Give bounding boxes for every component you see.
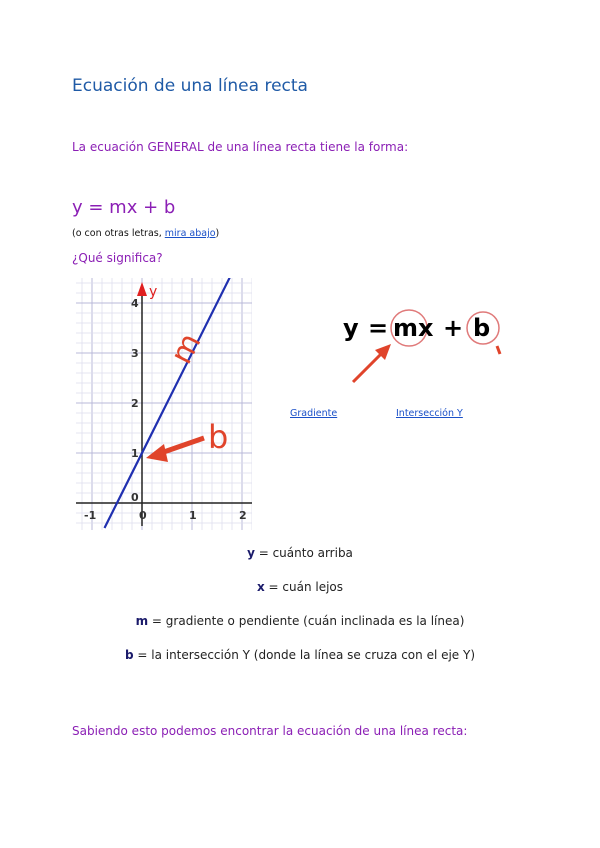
definition-text: = cuánto arriba — [254, 546, 353, 560]
y-tick-label: 1 — [131, 447, 139, 460]
gradient-link[interactable]: Gradiente — [290, 408, 338, 419]
y-tick-label: 2 — [131, 397, 139, 410]
eq-b: b — [473, 314, 491, 342]
y-axis-arrow — [137, 282, 147, 296]
note-prefix: (o con otras letras, — [72, 228, 165, 239]
definition-symbol: x — [256, 580, 265, 594]
definition-text: = la intersección Y (donde la línea se cruza con el eje Y) — [133, 648, 476, 662]
definition-x — [0, 580, 600, 594]
x-tick-label: 1 — [189, 509, 197, 522]
intro-text: La ecuación GENERAL de una línea recta tiene la forma: — [72, 140, 409, 154]
y-intercept-link[interactable]: Intersección Y — [396, 408, 463, 419]
intercept-arrow-stub — [497, 346, 500, 354]
eq-plus: + — [443, 314, 464, 342]
definition-symbol: b — [124, 648, 134, 662]
y-tick-label: 4 — [131, 297, 139, 310]
definition-m — [0, 614, 600, 628]
definition-symbol: m — [135, 614, 149, 628]
y-axis-label: y — [149, 284, 158, 300]
m-label: m — [163, 327, 209, 370]
eq-equals: = — [368, 314, 389, 342]
equation-picture — [335, 300, 505, 390]
y-tick-label: 3 — [131, 347, 139, 360]
eq-y: y — [343, 314, 359, 342]
page-title: Ecuación de una línea recta — [72, 76, 308, 96]
outro-text: Sabiendo esto podemos encontrar la ecuación de una línea recta: — [72, 724, 468, 738]
eq-mx: mx — [393, 314, 434, 342]
see-below-link[interactable]: mira abajo — [164, 228, 216, 239]
definition-text: = cuán lejos — [264, 580, 344, 594]
x-tick-label: 0 — [139, 509, 147, 522]
general-formula: y = mx + b — [72, 197, 176, 218]
definition-symbol: y — [247, 546, 255, 560]
meaning-question: ¿Qué significa? — [72, 251, 163, 265]
b-label: b — [208, 418, 229, 456]
definition-b — [0, 648, 600, 662]
other-letters-note — [72, 228, 219, 239]
y-tick-label: 0 — [131, 491, 139, 504]
note-suffix: ) — [215, 228, 220, 239]
definition-text: = gradiente o pendiente (cuán inclinada es la línea) — [148, 614, 465, 628]
x-tick-label: 2 — [239, 509, 247, 522]
gradient-arrow — [353, 352, 383, 382]
definition-y — [0, 546, 600, 560]
graph-grid — [76, 278, 252, 530]
x-tick-label: -1 — [84, 509, 97, 522]
line-graph — [76, 278, 252, 530]
